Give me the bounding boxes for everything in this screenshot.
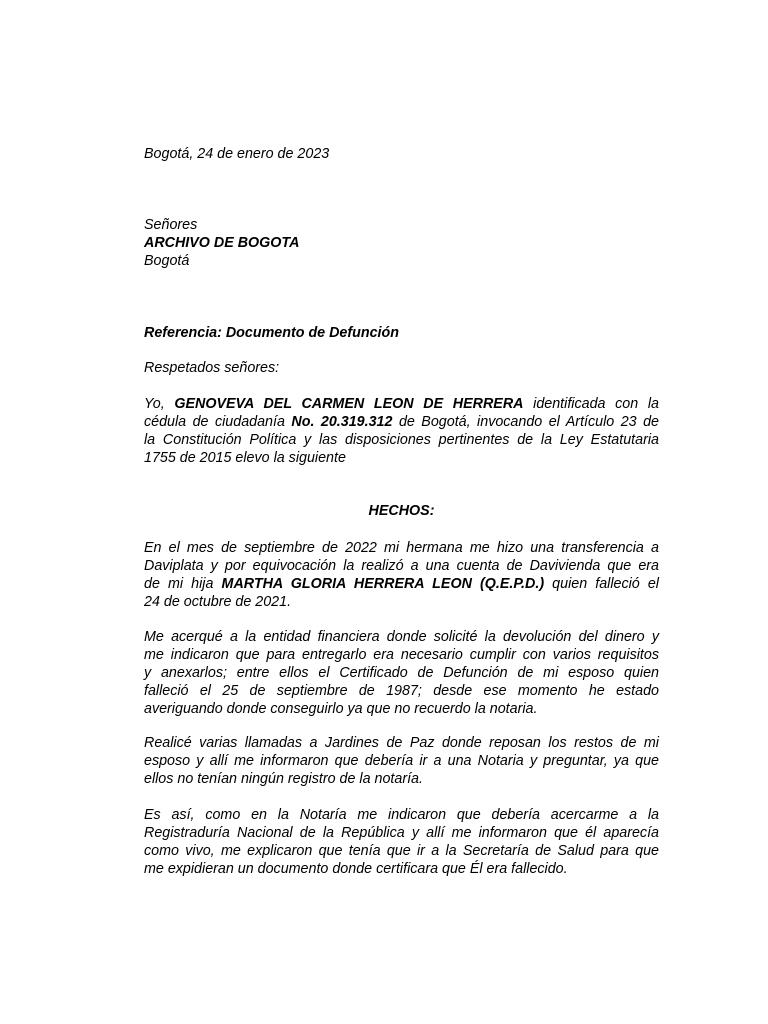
paragraph-4 [144,806,659,878]
intro-text: cédula de ciudadanía [144,414,285,430]
intro-line [144,395,659,413]
paragraph-line: Registraduría Nacional de la República y allí me informaron que él aparecía [144,825,659,841]
paragraph-line: falleció el 25 de septiembre de 1987; desde ese momento he estado [144,683,659,699]
paragraph-1 [144,539,659,611]
reference-text: Referencia: Documento de Defunción [144,325,399,341]
daughter-name: MARTHA GLORIA HERRERA LEON (Q.E.P.D.) [221,576,545,592]
intro-line: la Constitución Política y las disposiciones pertinentes de la Ley Estatutaria [144,432,659,448]
petitioner-name: GENOVEVA DEL CARMEN LEON DE HERRERA [174,396,524,412]
paragraph-2 [144,628,659,718]
paragraph-line: ellos no tenían ningún registro de la notaría. [144,771,423,787]
paragraph-text: quien falleció el [552,576,659,592]
date-text: Bogotá, 24 de enero de 2023 [144,146,330,162]
intro-line [144,413,659,431]
greeting-text: Respetados señores: [144,360,280,376]
intro-text: identificada con la [533,396,659,412]
paragraph-line: me expidieran un documento donde certificara que Él era fallecido. [144,861,568,877]
intro-text: de Bogotá, invocando el Artículo 23 de [398,414,659,430]
paragraph-line: averiguando donde conseguirlo ya que no recuerdo la notaria. [144,701,538,717]
paragraph-line: como vivo, me explicaron que tenía que ir a la Secretaría de Salud para que [144,843,659,859]
recipient-name: ARCHIVO DE BOGOTA [144,235,300,251]
reference-line [144,324,659,342]
paragraph-line [144,575,659,593]
intro-paragraph [144,395,659,467]
paragraph-3 [144,734,659,788]
paragraph-line: En el mes de septiembre de 2022 mi hermana me hizo una transferencia a [144,540,659,556]
intro-line: 1755 de 2015 elevo la siguiente [144,450,346,466]
paragraph-line: Daviplata y por equivocación la realizó a una cuenta de Davivienda que era [144,558,659,574]
petitioner-id: No. 20.319.312 [291,414,393,430]
paragraph-line: Es así, como en la Notaría me indicaron que debería acercarme a la [144,807,659,823]
paragraph-line: me indicaron que para entregarlo era necesario cumplir con varios requisitos [144,647,659,663]
paragraph-line: esposo y allí me informaron que debería ir a una Notaria y preguntar, ya que [144,753,659,769]
paragraph-text: de mi hija [144,576,214,592]
hechos-heading: HECHOS: [368,503,435,519]
recipient-salutation: Señores [144,217,198,233]
intro-text: Yo, [144,396,165,412]
greeting-line [144,359,659,377]
date-line [144,145,659,163]
paragraph-line: Realicé varias llamadas a Jardines de Paz donde reposan los restos de mi [144,735,659,751]
recipient-block [144,216,659,270]
paragraph-line: 24 de octubre de 2021. [144,594,292,610]
paragraph-line: y anexarlos; entre ellos el Certificado de Defunción de mi esposo quien [144,665,659,681]
recipient-city: Bogotá [144,253,190,269]
paragraph-line: Me acerqué a la entidad financiera donde solicité la devolución del dinero y [144,629,659,645]
